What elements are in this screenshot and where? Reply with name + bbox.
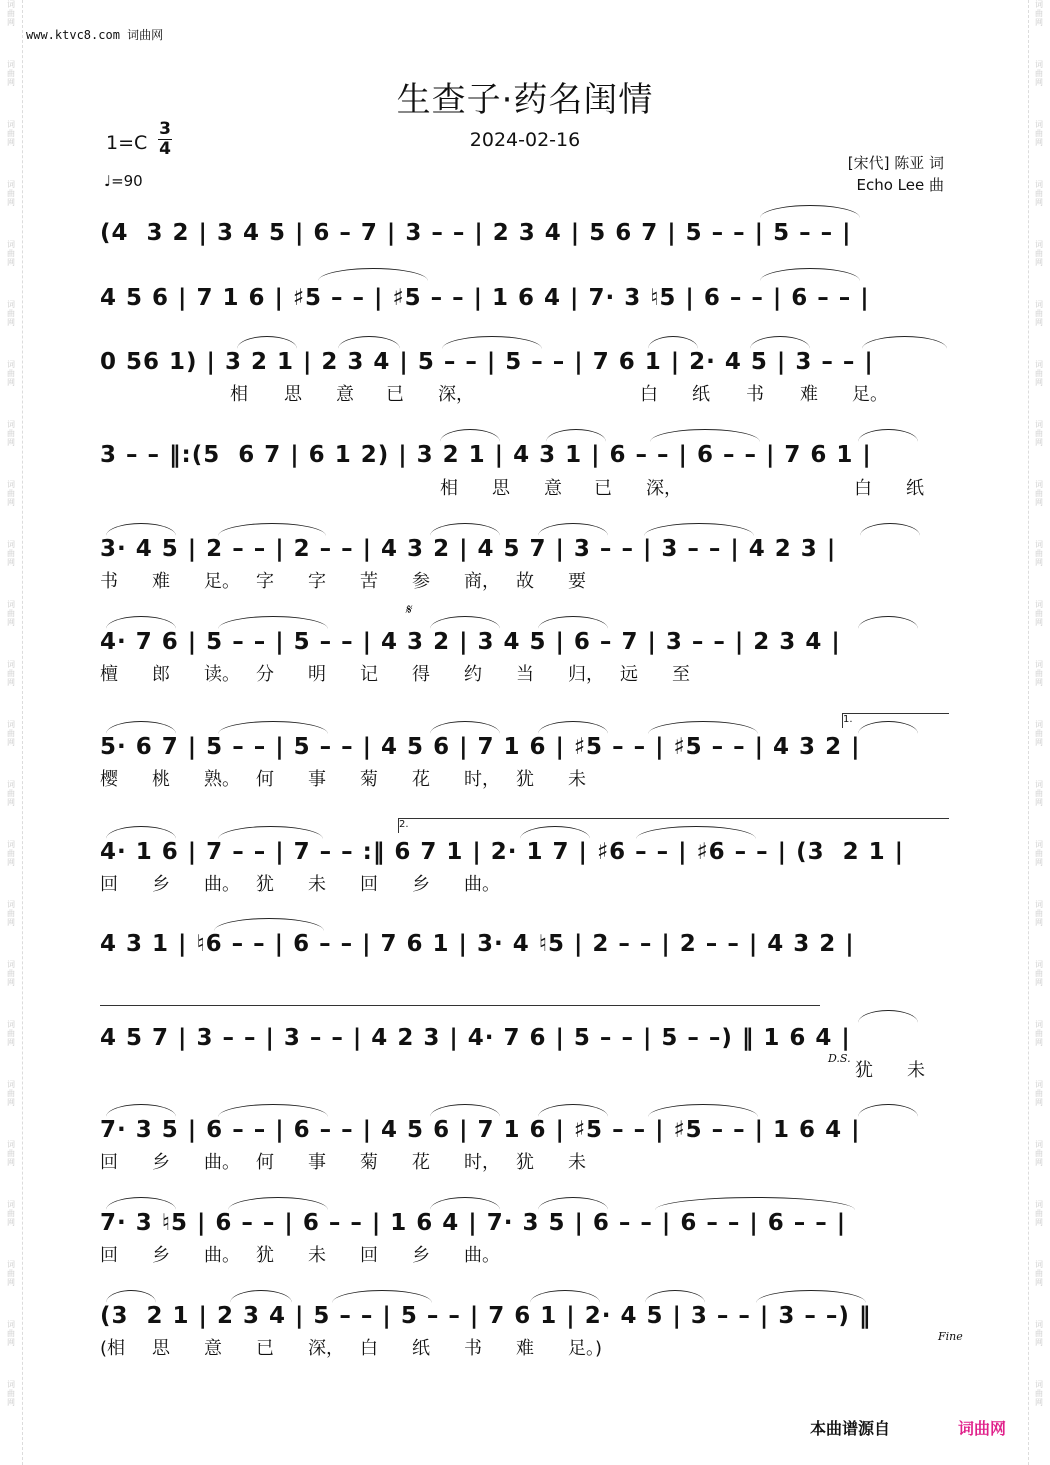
watermark-mark: 词 曲 网: [1035, 660, 1043, 687]
slur-mark: [858, 1010, 918, 1023]
lyric-word: 明: [308, 664, 326, 685]
lyric-word: 至: [672, 664, 690, 685]
slur-mark: [858, 429, 918, 442]
slur-mark: [106, 1104, 176, 1117]
lyric-word: 深，: [438, 384, 474, 405]
slur-mark: [546, 429, 606, 442]
lyric-word: 远: [620, 664, 638, 685]
fine-mark: Fine: [938, 1330, 963, 1343]
slur-mark: [644, 523, 754, 536]
time-signature-bottom: 4: [159, 139, 171, 159]
slur-mark: [106, 616, 176, 629]
lyric-word: 乡: [152, 874, 170, 895]
slur-mark: [655, 1197, 855, 1210]
watermark-mark: 词 曲 网: [1035, 960, 1043, 987]
lyric-word: 读。: [204, 664, 240, 685]
watermark-mark: 词 曲 网: [7, 780, 15, 807]
lyric-word: (相: [100, 1338, 126, 1359]
slur-mark: [538, 1104, 608, 1117]
lyric-line-5: [100, 569, 950, 595]
slur-mark: [230, 1290, 292, 1303]
lyric-line-13: [100, 1336, 950, 1362]
lyric-word: 字: [308, 571, 326, 592]
slur-mark: [862, 336, 947, 349]
watermark-mark: 词 曲 网: [7, 300, 15, 327]
slur-mark: [430, 1197, 500, 1210]
lyric-word: 深，: [308, 1338, 344, 1359]
slur-mark: [538, 721, 608, 734]
slur-mark: [237, 336, 297, 349]
segno-mark: 𝄋: [405, 602, 412, 618]
lyric-word: 花: [412, 769, 430, 790]
lyric-word: 约: [464, 664, 482, 685]
watermark-mark: 词 曲 网: [7, 1140, 15, 1167]
score-line-10: 4 5 7 | 3 – – | 3 – – | 4 2 3 | 4· 7 6 | 5 – – | 5 – –) ‖ 1 6 4 |: [100, 1025, 851, 1051]
lyric-word: 乡: [152, 1245, 170, 1266]
lyric-line-7: [100, 767, 950, 793]
watermark-mark: 词 曲 网: [1035, 180, 1043, 207]
lyric-word: 难: [800, 384, 818, 405]
watermark-mark: 词 曲 网: [1035, 480, 1043, 507]
time-signature-top: 3: [159, 119, 171, 139]
lyric-word: 难: [516, 1338, 534, 1359]
watermark-mark: 词 曲 网: [1035, 420, 1043, 447]
watermark-mark: 词 曲 网: [7, 540, 15, 567]
slur-mark: [218, 1104, 328, 1117]
watermark-mark: 词 曲 网: [1035, 1380, 1043, 1407]
watermark-mark: 词 曲 网: [7, 360, 15, 387]
lyric-word: 何: [256, 1152, 274, 1173]
lyric-line-4: [100, 476, 950, 502]
song-title: 生查子·药名闺情: [396, 80, 654, 120]
lyric-word: 郎: [152, 664, 170, 685]
watermark-mark: 词 曲 网: [1035, 1260, 1043, 1287]
lyric-word: 归，: [568, 664, 604, 685]
slur-mark: [218, 616, 328, 629]
watermark-mark: 词 曲 网: [7, 1200, 15, 1227]
key-signature: 1=C: [106, 132, 148, 154]
watermark-mark: 词 曲 网: [7, 1080, 15, 1107]
lyric-word: 花: [412, 1152, 430, 1173]
lyric-word: 已: [386, 384, 404, 405]
watermark-mark: 词 曲 网: [1035, 1320, 1043, 1347]
watermark-mark: 词 曲 网: [1035, 120, 1043, 147]
score-line-3: 0 56 1) | 3 2 1 | 2 3 4 | 5 – – | 5 – – | 7 6 1 | 2· 4 5 | 3 – – |: [100, 349, 874, 375]
lyric-word: 思: [492, 478, 510, 499]
slur-mark: [538, 616, 608, 629]
lyric-word: 桃: [152, 769, 170, 790]
watermark-mark: 词 曲 网: [7, 180, 15, 207]
lyric-word: 樱: [100, 769, 118, 790]
lyric-word: 回: [360, 1245, 378, 1266]
lyric-word: 意: [336, 384, 354, 405]
lyric-line-11: [100, 1150, 950, 1176]
lyric-word: 未: [308, 1245, 326, 1266]
lyric-word: 曲。: [204, 874, 240, 895]
slur-mark: [530, 1290, 600, 1303]
lyric-word: 檀: [100, 664, 118, 685]
lyric-word: 字: [256, 571, 274, 592]
watermark-mark: 词 曲 网: [7, 600, 15, 627]
lyric-word: 故: [516, 571, 534, 592]
slur-mark: [440, 429, 500, 442]
lyric-word: 乡: [152, 1152, 170, 1173]
lyric-word: 曲。: [464, 874, 500, 895]
lyric-word: 曲。: [464, 1245, 500, 1266]
slur-mark: [430, 616, 500, 629]
lyric-word: 时，: [464, 769, 500, 790]
ds-mark: D.S.: [828, 1052, 851, 1065]
lyric-word: 足。: [852, 384, 888, 405]
lyric-word: 足。: [204, 571, 240, 592]
lyric-word: 相: [230, 384, 248, 405]
lyric-word: 商，: [464, 571, 500, 592]
lyric-word: 已: [256, 1338, 274, 1359]
lyric-word: 曲。: [204, 1245, 240, 1266]
slur-mark: [214, 918, 324, 931]
lyric-word: 足。): [568, 1338, 603, 1359]
slur-mark: [106, 523, 176, 536]
slur-mark: [538, 523, 608, 536]
watermark-mark: 词 曲 网: [7, 1260, 15, 1287]
lyric-word: 苦: [360, 571, 378, 592]
lyric-line-8: [100, 872, 950, 898]
lyric-word: 难: [152, 571, 170, 592]
lyric-word: 乡: [412, 1245, 430, 1266]
lyric-line-12: [100, 1243, 950, 1269]
lyric-word: 相: [440, 478, 458, 499]
tempo-mark: ♩=90: [104, 172, 143, 190]
slur-mark: [218, 721, 328, 734]
lyric-word: 未: [308, 874, 326, 895]
watermark-mark: 词 曲 网: [1035, 600, 1043, 627]
watermark-mark: 词 曲 网: [1035, 0, 1043, 27]
watermark-mark: 词 曲 网: [7, 480, 15, 507]
lyric-word: 犹: [516, 1152, 534, 1173]
slur-mark: [228, 1197, 328, 1210]
watermark-mark: 词 曲 网: [7, 240, 15, 267]
slur-mark: [106, 1290, 156, 1303]
watermark-mark: 词 曲 网: [7, 1320, 15, 1347]
watermark-mark: 词 曲 网: [7, 840, 15, 867]
watermark-mark: 词 曲 网: [1035, 1020, 1043, 1047]
repeat-range-line: [100, 1005, 820, 1006]
watermark-mark: 词 曲 网: [1035, 780, 1043, 807]
lyric-word: 白: [640, 384, 658, 405]
lyric-word: 思: [284, 384, 302, 405]
slur-mark: [858, 1104, 918, 1117]
score-line-12: 7· 3 ♮5 | 6 – – | 6 – – | 1 6 4 | 7· 3 5 | 6 – – | 6 – – | 6 – – |: [100, 1210, 847, 1236]
lyric-word: 书: [464, 1338, 482, 1359]
watermark-mark: 词 曲 网: [1035, 840, 1043, 867]
song-date: 2024-02-16: [469, 129, 581, 151]
lyric-word: 思: [152, 1338, 170, 1359]
watermark-mark: 词 曲 网: [1035, 720, 1043, 747]
slur-mark: [760, 268, 860, 281]
lyric-word: 意: [204, 1338, 222, 1359]
slur-mark: [338, 336, 400, 349]
footer-source-label: 本曲谱源自: [810, 1419, 891, 1438]
lyric-word: 已: [594, 478, 612, 499]
watermark-mark: 词 曲 网: [1035, 300, 1043, 327]
lyric-word: 得: [412, 664, 430, 685]
slur-mark: [442, 336, 542, 349]
slur-mark: [648, 721, 758, 734]
lyric-line-6: [100, 662, 950, 688]
slur-mark: [430, 721, 500, 734]
lyric-word: 参: [412, 571, 430, 592]
lyric-word: 纸: [412, 1338, 430, 1359]
volta-2: 2.: [398, 818, 949, 833]
lyric-word: 白: [854, 478, 872, 499]
watermark-mark: 词 曲 网: [1035, 540, 1043, 567]
watermark-mark: 词 曲 网: [7, 960, 15, 987]
lyric-word: 熟。: [204, 769, 240, 790]
slur-mark: [218, 826, 323, 839]
lyric-word: 书: [100, 571, 118, 592]
lyric-word: 未: [568, 769, 586, 790]
slur-mark: [645, 1290, 705, 1303]
lyric-word: 要: [568, 571, 586, 592]
score-line-11: 7· 3 5 | 6 – – | 6 – – | 4 5 6 | 7 1 6 | ♯5 – – | ♯5 – – | 1 6 4 |: [100, 1117, 861, 1143]
slur-mark: [756, 1290, 866, 1303]
score-line-7: 5· 6 7 | 5 – – | 5 – – | 4 5 6 | 7 1 6 | ♯5 – – | ♯5 – – | 4 3 2 |: [100, 734, 861, 760]
lyricist-credit: [宋代] 陈亚 词: [847, 154, 944, 172]
lyric-word: 未: [568, 1152, 586, 1173]
lyric-word: 菊: [360, 769, 378, 790]
lyric-word: 回: [360, 874, 378, 895]
score-line-8: 4· 1 6 | 7 – – | 7 – – :‖ 6 7 1 | 2· 1 7 | ♯6 – – | ♯6 – – | (3 2 1 |: [100, 839, 905, 865]
lyric-word: 当: [516, 664, 534, 685]
lyric-word: 书: [746, 384, 764, 405]
score-line-6: 4· 7 6 | 5 – – | 5 – – | 4 3 2 | 3 4 5 | 6 – 7 | 3 – – | 2 3 4 |: [100, 629, 841, 655]
lyric-word: 分: [256, 664, 274, 685]
lyric-line-3: [100, 382, 950, 408]
lyric-word: 犹: [516, 769, 534, 790]
lyric-word: 曲。: [204, 1152, 240, 1173]
lyric-word: 事: [308, 1152, 326, 1173]
slur-mark: [860, 523, 920, 536]
slur-mark: [106, 826, 176, 839]
lyric-word: 犹: [855, 1060, 873, 1081]
lyric-word: 纸: [906, 478, 924, 499]
slur-mark: [650, 429, 760, 442]
lyric-word: 何: [256, 769, 274, 790]
lyric-line-10: [100, 1058, 950, 1084]
lyric-word: 意: [544, 478, 562, 499]
watermark-mark: 词 曲 网: [7, 1020, 15, 1047]
lyric-word: 回: [100, 1245, 118, 1266]
watermark-mark: 词 曲 网: [1035, 1140, 1043, 1167]
slur-mark: [332, 1290, 432, 1303]
slur-mark: [648, 336, 698, 349]
watermark-mark: 词 曲 网: [7, 60, 15, 87]
watermark-mark: 词 曲 网: [7, 720, 15, 747]
lyric-word: 事: [308, 769, 326, 790]
watermark-mark: 词 曲 网: [7, 120, 15, 147]
slur-mark: [430, 1104, 500, 1117]
watermark-mark: 词 曲 网: [1035, 240, 1043, 267]
slur-mark: [750, 336, 810, 349]
slur-mark: [430, 523, 500, 536]
lyric-word: 菊: [360, 1152, 378, 1173]
watermark-mark: 词 曲 网: [1035, 360, 1043, 387]
footer-brand: 词曲网: [958, 1419, 1007, 1438]
site-url: www.ktvc8.com 词曲网: [26, 28, 164, 42]
watermark-mark: 词 曲 网: [1035, 1080, 1043, 1107]
slur-mark: [858, 616, 918, 629]
slur-mark: [318, 268, 428, 281]
lyric-word: 时，: [464, 1152, 500, 1173]
lyric-word: 回: [100, 1152, 118, 1173]
watermark-mark: 词 曲 网: [7, 1380, 15, 1407]
lyric-word: 纸: [692, 384, 710, 405]
watermark-mark: 词 曲 网: [7, 420, 15, 447]
lyric-word: 乡: [412, 874, 430, 895]
volta-1: 1.: [842, 713, 949, 728]
score-line-9: 4 3 1 | ♮6 – – | 6 – – | 7 6 1 | 3· 4 ♮5 | 2 – – | 2 – – | 4 3 2 |: [100, 931, 855, 957]
slur-mark: [538, 1197, 608, 1210]
watermark-mark: 词 曲 网: [1035, 60, 1043, 87]
watermark-mark: 词 曲 网: [7, 660, 15, 687]
slur-mark: [648, 1104, 758, 1117]
slur-mark: [106, 1197, 176, 1210]
score-line-1: (4 3 2 | 3 4 5 | 6 – 7 | 3 – – | 2 3 4 | 5 6 7 | 5 – – | 5 – – |: [100, 220, 852, 246]
score-line-4: 3 – – ‖:(5 6 7 | 6 1 2) | 3 2 1 | 4 3 1 | 6 – – | 6 – – | 7 6 1 |: [100, 442, 872, 468]
lyric-word: 犹: [256, 1245, 274, 1266]
watermark-mark: 词 曲 网: [1035, 900, 1043, 927]
watermark-mark: 词 曲 网: [7, 0, 15, 27]
score-line-5: 3· 4 5 | 2 – – | 2 – – | 4 3 2 | 4 5 7 | 3 – – | 3 – – | 4 2 3 |: [100, 536, 837, 562]
watermark-mark: 词 曲 网: [7, 900, 15, 927]
lyric-word: 回: [100, 874, 118, 895]
score-line-2: 4 5 6 | 7 1 6 | ♯5 – – | ♯5 – – | 1 6 4 | 7· 3 ♮5 | 6 – – | 6 – – |: [100, 285, 870, 311]
lyric-word: 记: [360, 664, 378, 685]
watermark-mark: 词 曲 网: [1035, 1200, 1043, 1227]
score-line-13: (3 2 1 | 2 3 4 | 5 – – | 5 – – | 7 6 1 | 2· 4 5 | 3 – – | 3 – –) ‖: [100, 1303, 872, 1329]
lyric-word: 未: [907, 1060, 925, 1081]
slur-mark: [760, 205, 860, 218]
lyric-word: 白: [360, 1338, 378, 1359]
slur-mark: [218, 523, 326, 536]
composer-credit: Echo Lee 曲: [856, 176, 944, 194]
slur-mark: [106, 721, 176, 734]
lyric-word: 犹: [256, 874, 274, 895]
lyric-word: 深，: [646, 478, 682, 499]
